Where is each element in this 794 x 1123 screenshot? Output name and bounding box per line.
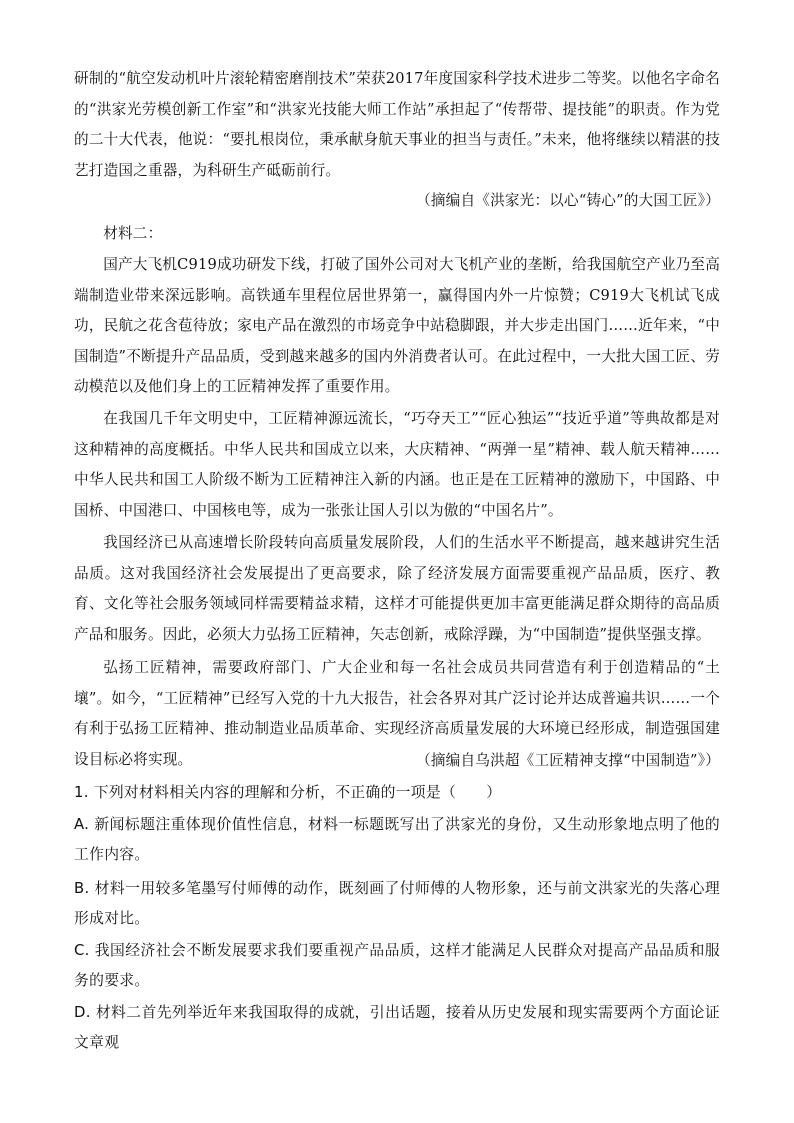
material2-paragraph-3: 我国经济已从高速增长阶段转向高质量发展阶段，人们的生活水平不断提高，越来越讲究生活品质。这对我国经济社会发展提出了更高要求，除了经济发展方面需要重视产品品质，医疗、教育、文化等社会服务领域同样需要精益求精，这样才可能提供更加丰富更能满足群众期待的高品质产品和服务。因此，必须大力弘扬工匠精神，矢志创新，戒除浮躁，为“中国制造”提供坚强支撑。 — [74, 534, 720, 643]
material1-paragraph-end: 研制的“航空发动机叶片滚轮精密磨削技术”荣获2017年度国家科学技术进步二等奖。以他名字命名的“洪家光劳模创新工作室”和“洪家光技能大师工作站”承担起了“传帮带、提技能”的职责。作为党的二十大代表，他说：“要扎根岗位，秉承献身航天事业的担当与责任。”未来，他将继续以精湛的技艺打造国之重器，为科研生产砥砺前行。 — [74, 70, 720, 179]
question-stem: 1. 下列对材料相关内容的理解和分析，不正确的一项是（ ） — [74, 784, 502, 801]
material2-paragraph-2: 在我国几千年文明史中，工匠精神源远流长，“巧夺天工”“匠心独运”“技近乎道”等典故都是对这种精神的高度概括。中华人民共和国成立以来，大庆精神、“两弹一星”精神、载人航天精神……中华人民共和国工人阶级不断为工匠精神注入新的内涵。也正是在工匠精神的激励下，中国路、中国桥、中国港口、中国核电等，成为一张张让国人引以为傲的“中国名片”。 — [74, 410, 720, 519]
material1-source: （摘编自《洪家光：以心“铸心”的大国工匠》） — [416, 192, 720, 209]
material2-source: （摘编自乌洪超《工匠精神支撑“中国制造”》） — [416, 752, 720, 769]
option-d[interactable]: D. 材料二首先列举近年来我国取得的成就，引出话题，接着从历史发展和现实需要两个方面论证文章观 — [74, 1004, 720, 1051]
material2-paragraph-1: 国产大飞机C919成功研发下线，打破了国外公司对大飞机产业的垄断，给我国航空产业乃至高端制造业带来深远影响。高铁通车里程位居世界第一，赢得国内外一片惊赞；C919大飞机试飞成功，民航之花含苞待放；家电产品在激烈的市场竞争中站稳脚跟，并大步走出国门……近年来，“中国制造”不断提升产品品质，受到越来越多的国内外消费者认可。在此过程中，一大批大国工匠、劳动模范以及他们身上的工匠精神发挥了重要作用。 — [74, 256, 720, 395]
material2-paragraph-4: 弘扬工匠精神，需要政府部门、广大企业和每一名社会成员共同营造有利于创造精品的“土壤”。如今，“工匠精神”已经写入党的十九大报告，社会各界对其广泛讨论并达成普遍共识……一个有利于弘扬工匠精神、推动制造业品质革命、实现经济高质量发展的大环境已经形成，制造强国建设目标必将实现。 — [74, 659, 720, 768]
option-c[interactable]: C. 我国经济社会不断发展要求我们要重视产品品质，这样才能满足人民群众对提高产品品质和服务的要求。 — [74, 942, 720, 989]
option-b[interactable]: B. 材料一用较多笔墨写付师傅的动作，既刻画了付师傅的人物形象，还与前文洪家光的失落心理形成对比。 — [74, 880, 720, 927]
option-a[interactable]: A. 新闻标题注重体现价值性信息，材料一标题既写出了洪家光的身份，又生动形象地点明了他的工作内容。 — [74, 816, 720, 863]
material2-heading: 材料二： — [103, 225, 163, 242]
